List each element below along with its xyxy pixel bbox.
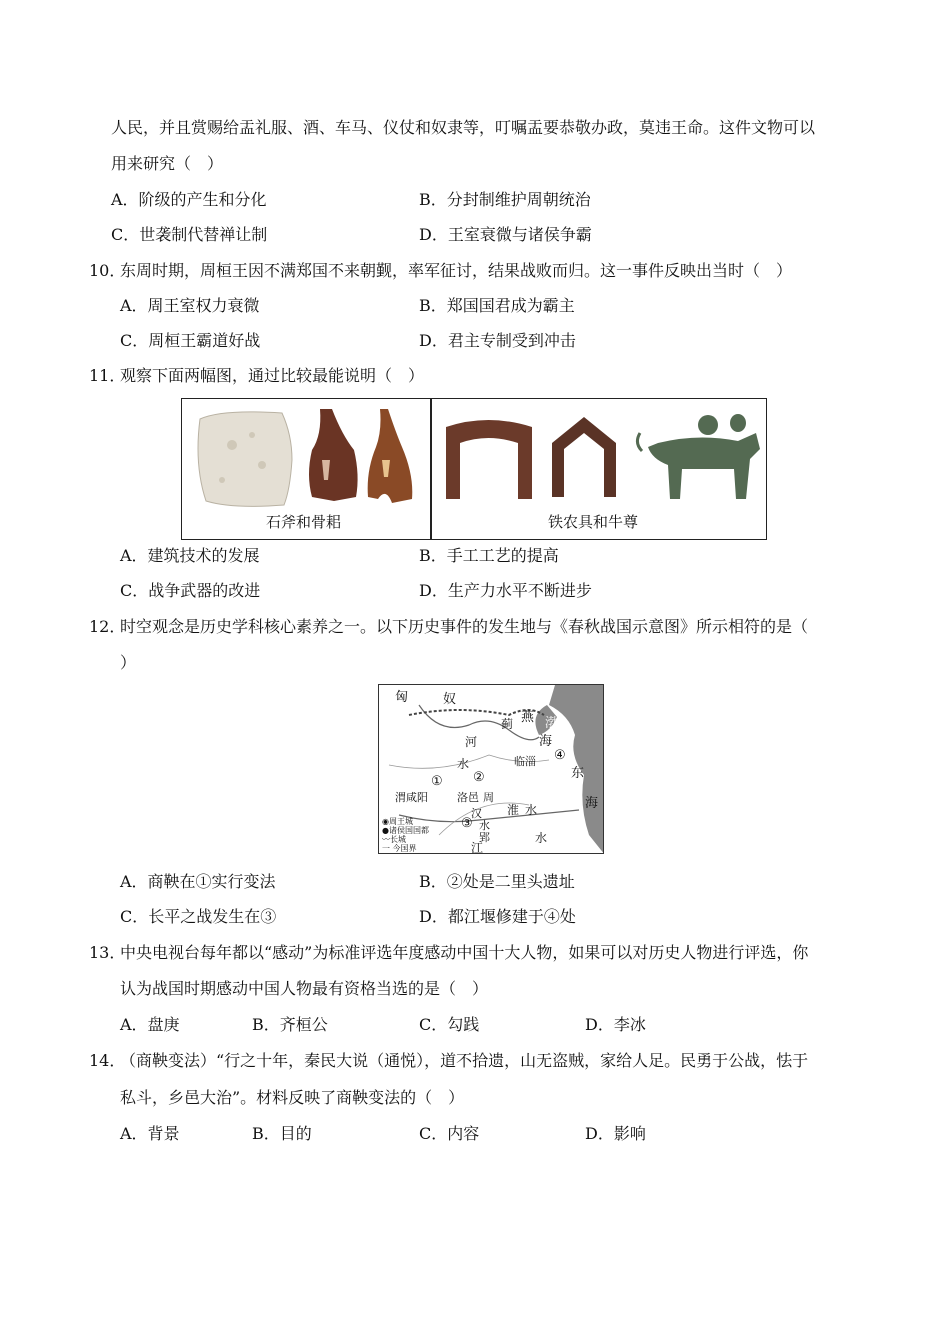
q14-option-d[interactable]: D．影响: [585, 1124, 646, 1143]
q14-option-a[interactable]: A．背景: [120, 1124, 180, 1143]
stone-axe-bone-spade-image: [192, 405, 424, 509]
q11-option-a[interactable]: A．建筑技术的发展: [120, 546, 260, 565]
map-label-he: 河: [465, 735, 478, 749]
q14-stem-line2: 私斗，乡邑大治”。材料反映了商鞅变法的（ ）: [120, 1088, 465, 1107]
map-label-zhou: 周: [483, 791, 494, 804]
q9-stem-line2: 用来研究（ ）: [111, 154, 224, 173]
map-marker-1: ①: [431, 774, 443, 789]
q12-option-a[interactable]: A．商鞅在①实行变法: [120, 872, 276, 891]
map-label-xiongnu2: 奴: [443, 692, 457, 707]
q14-stem-line1: （商鞅变法）“行之十年，秦民大说（通悦），道不拾遗，山无盗贼，家给人足。民勇于公战，怯于: [120, 1051, 809, 1070]
map-marker-2: ②: [473, 770, 485, 785]
map-label-luoyi: 洛邑: [457, 791, 479, 804]
q10-option-d[interactable]: D．君主专制受到冲击: [419, 331, 576, 350]
map-marker-4: ④: [554, 748, 566, 763]
q13-option-b[interactable]: B．齐桓公: [252, 1015, 328, 1034]
q11-option-b[interactable]: B．手工工艺的提高: [419, 546, 559, 565]
q9-option-a[interactable]: A．阶级的产生和分化: [111, 190, 267, 209]
iron-hoe: [446, 420, 532, 499]
q12-stem-line1: 时空观念是历史学科核心素养之一。以下历史事件的发生地与《春秋战国示意图》所示相符的是（: [120, 617, 809, 636]
map-label-xianyang: 渭咸阳: [395, 791, 428, 804]
map-label-shui: 水: [457, 757, 470, 771]
iron-tools-ox-zun-image: [438, 403, 764, 507]
map-legend-1: ◉周王城: [382, 817, 413, 826]
q13-option-d[interactable]: D．李冰: [585, 1015, 646, 1034]
q14-option-b[interactable]: B．目的: [252, 1124, 312, 1143]
q10-option-c[interactable]: C．周桓王霸道好战: [120, 331, 261, 350]
q12-option-b[interactable]: B．②处是二里头遗址: [419, 872, 575, 891]
map-marker-3: ③: [461, 816, 473, 831]
q13-option-c[interactable]: C．勾践: [419, 1015, 480, 1034]
q12-option-c[interactable]: C．长平之战发生在③: [120, 907, 277, 926]
map-label-linzi: 临淄: [514, 755, 536, 768]
map-label-jiangshui: 水: [535, 831, 548, 845]
q11-number: 11．: [89, 366, 126, 385]
caption-right: 铁农具和牛尊: [548, 513, 639, 531]
q10-option-a[interactable]: A．周王室权力衰微: [120, 296, 260, 315]
map-legend-2: ●诸侯国国都: [382, 826, 429, 835]
map-label-han: 汉: [471, 807, 482, 820]
caption-left: 石斧和骨耜: [266, 513, 342, 531]
q13-stem-line2: 认为战国时期感动中国人物最有资格当选的是（ ）: [120, 979, 489, 998]
q14-option-c[interactable]: C．内容: [419, 1124, 480, 1143]
map-label-jiang: 江: [471, 841, 484, 854]
bone-spade-1: [309, 409, 358, 501]
q13-number: 13．: [89, 943, 126, 962]
stone-axe: [198, 412, 292, 506]
q11-stem: 观察下面两幅图，通过比较最能说明（ ）: [120, 366, 425, 385]
q9-option-c[interactable]: C．世袭制代替禅让制: [111, 225, 268, 244]
q9-stem-line1: 人民，并且赏赐给盂礼服、酒、车马、仪仗和奴隶等，叮嘱盂要恭敬办政，莫违王命。这件文物可以: [111, 118, 816, 137]
map-label-xiongnu1: 匈: [395, 690, 409, 705]
q11-option-c[interactable]: C．战争武器的改进: [120, 581, 261, 600]
q9-option-b[interactable]: B．分封制维护周朝统治: [419, 190, 591, 209]
q12-option-d[interactable]: D．都江堰修建于④处: [419, 907, 576, 926]
map-label-huaishui: 水: [525, 803, 538, 817]
q10-stem: 东周时期，周桓王因不满郑国不来朝觐，率军征讨，结果战败而归。这一事件反映出当时（ ）: [120, 261, 793, 280]
q13-stem-line1: 中央电视台每年都以“感动”为标准评选年度感动中国十大人物，如果可以对历史人物进行评选，你: [120, 943, 809, 962]
map-legend-4: 一 今国界: [382, 844, 417, 853]
bone-spade-2: [368, 409, 413, 503]
map-label-ji: 蓟: [501, 717, 514, 731]
q13-option-a[interactable]: A．盘庚: [120, 1015, 180, 1034]
q10-option-b[interactable]: B．郑国国君成为霸主: [419, 296, 575, 315]
iron-plough: [552, 417, 616, 497]
map-label-huai: 淮: [507, 803, 520, 817]
q9-option-d[interactable]: D．王室衰微与诸侯争霸: [419, 225, 592, 244]
map-label-hanshui: 水: [479, 819, 490, 832]
q14-number: 14．: [89, 1051, 126, 1070]
map-label-donghai: 海: [585, 796, 599, 811]
q12-number: 12．: [89, 617, 126, 636]
q12-stem-line2: ）: [120, 653, 137, 672]
map-label-dong: 东: [571, 766, 585, 781]
q11-option-d[interactable]: D．生产力水平不断进步: [419, 581, 592, 600]
figure-divider: [430, 399, 432, 539]
q11-figure-table: [181, 398, 767, 540]
map-legend-3: 〰长城: [382, 835, 406, 844]
spring-autumn-warring-states-map: [378, 684, 604, 854]
map-label-ying: 郢: [479, 831, 490, 844]
map-label-bo: 渤: [545, 716, 559, 731]
map-label-yan: 燕: [521, 710, 535, 725]
map-label-hai: 海: [539, 734, 553, 749]
q10-number: 10．: [89, 261, 126, 280]
bronze-ox-zun: [637, 414, 760, 499]
